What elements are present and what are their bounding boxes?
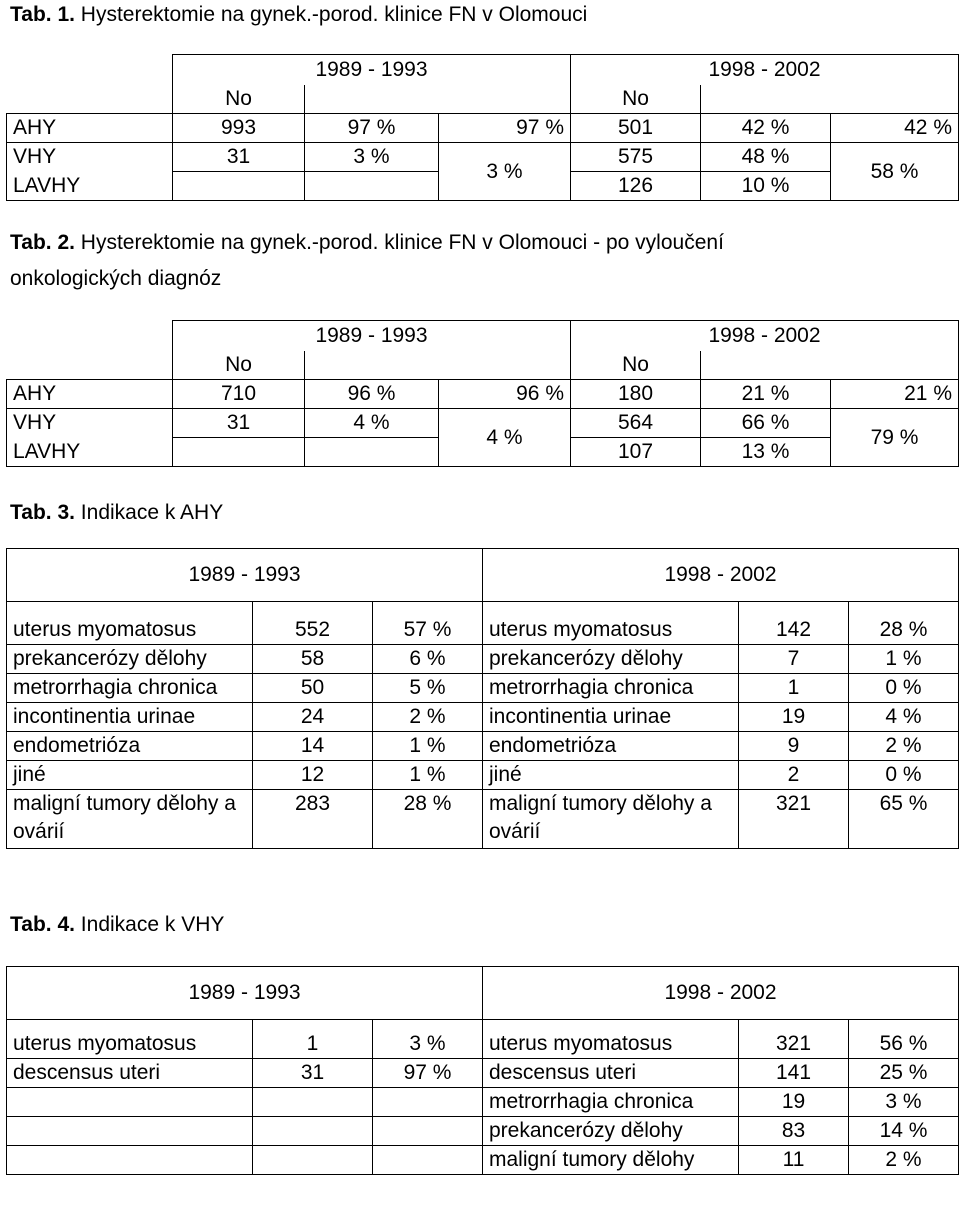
tab2-table — [6, 320, 959, 467]
table-row: maligní tumory dělohy a ovárií 283 28 % maligní tumory dělohy a ovárií 321 65 % — [7, 790, 959, 849]
table-row: LAVHY 107 13 % — [7, 438, 959, 467]
table-row: uterus myomatosus 1 3 % uterus myomatosus 321 56 % — [7, 1020, 959, 1059]
tab1-caption: Tab. 1. Hysterektomie na gynek.-porod. klinice FN v Olomouci — [10, 3, 588, 26]
table-row: AHY 993 97 % 97 % 501 42 % 42 % — [7, 114, 959, 143]
tab2-no-b: No — [571, 351, 701, 380]
table-row: incontinentia urinae 24 2 % incontinentia urinae 19 4 % — [7, 703, 959, 732]
tab1-no-b: No — [571, 85, 701, 114]
tab2-caption: Tab. 2. Hysterektomie na gynek.-porod. klinice FN v Olomouci - po vyloučení — [10, 231, 724, 254]
table-row: maligní tumory dělohy 11 2 % — [7, 1146, 959, 1175]
tab1-period-b: 1998 - 2002 — [571, 55, 959, 86]
tab1-no-a: No — [173, 85, 305, 114]
tab4-period-b: 1998 - 2002 — [483, 967, 959, 1020]
tab3-table — [6, 548, 959, 849]
table-row: descensus uteri 31 97 % descensus uteri 141 25 % — [7, 1059, 959, 1088]
table-row: AHY 710 96 % 96 % 180 21 % 21 % — [7, 380, 959, 409]
tab4-caption: Tab. 4. Indikace k VHY — [10, 913, 225, 936]
tab1-table — [6, 54, 959, 201]
table-row: prekancerózy dělohy 83 14 % — [7, 1117, 959, 1146]
table-row: VHY 31 4 % 4 % 564 66 % 79 % — [7, 409, 959, 438]
table-row: VHY 31 3 % 3 % 575 48 % 58 % — [7, 143, 959, 172]
table-row: LAVHY 126 10 % — [7, 172, 959, 201]
tab2-no-a: No — [173, 351, 305, 380]
table-row: endometrióza 14 1 % endometrióza 9 2 % — [7, 732, 959, 761]
table-row: jiné 12 1 % jiné 2 0 % — [7, 761, 959, 790]
tab2-caption-line2: onkologických diagnóz — [10, 267, 222, 290]
table-row: prekancerózy dělohy 58 6 % prekancerózy dělohy 7 1 % — [7, 645, 959, 674]
table-row: uterus myomatosus 552 57 % uterus myomatosus 142 28 % — [7, 602, 959, 645]
tab3-period-b: 1998 - 2002 — [483, 549, 959, 602]
tab1-period-a: 1989 - 1993 — [173, 55, 571, 86]
tab4-period-a: 1989 - 1993 — [7, 967, 483, 1020]
tab3-period-a: 1989 - 1993 — [7, 549, 483, 602]
tab3-caption: Tab. 3. Indikace k AHY — [10, 501, 224, 524]
tab2-period-b: 1998 - 2002 — [571, 321, 959, 352]
table-row: metrorrhagia chronica 19 3 % — [7, 1088, 959, 1117]
tab4-table — [6, 966, 959, 1175]
table-row: metrorrhagia chronica 50 5 % metrorrhagia chronica 1 0 % — [7, 674, 959, 703]
tab2-period-a: 1989 - 1993 — [173, 321, 571, 352]
